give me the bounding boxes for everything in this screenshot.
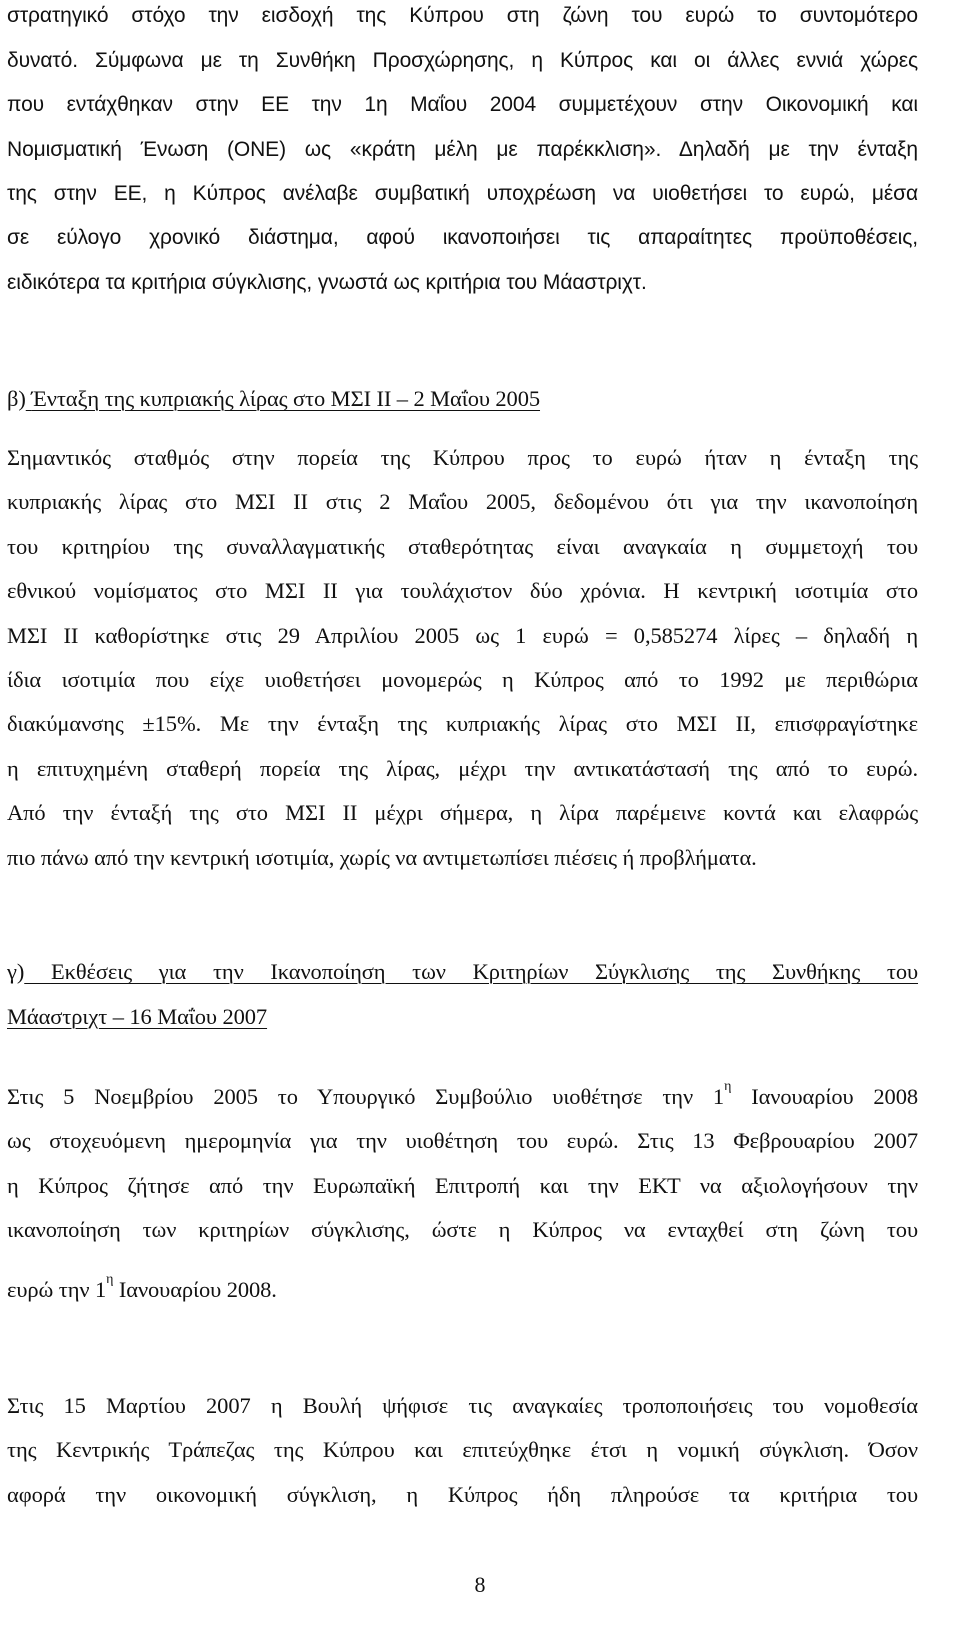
intro-line-4: Νομισματική Ένωση (ΟΝΕ) ως «κράτη μέλη με παρέκκλιση». Δηλαδή με την ένταξη: [7, 138, 918, 161]
section-b-line-7: διακύμανσης ±15%. Με την ένταξη της κυπριακής λίρας στο ΜΣΙ ΙΙ, επισφραγίστηκε: [7, 711, 918, 736]
intro-line-3: που εντάχθηκαν στην ΕΕ την 1η Μαΐου 2004 συμμετέχουν στην Οικονομική και: [7, 93, 918, 116]
section-c-p1-line-4: ικανοποίηση των κριτηρίων σύγκλισης, ώστε η Κύπρος να ενταχθεί στη ζώνη του: [7, 1217, 918, 1242]
section-b-prefix: β): [7, 386, 26, 411]
ordinal-superscript: η: [724, 1079, 732, 1094]
section-b-line-9: Από την ένταξή της στο ΜΣΙ ΙΙ μέχρι σήμερα, η λίρα παρέμεινε κοντά και ελαφρώς: [7, 800, 918, 825]
section-b-line-3: του κριτηρίου της συναλλαγματικής σταθερότητας είναι αναγκαία η συμμετοχή του: [7, 534, 918, 559]
section-c-heading-label-2: Μάαστριχτ – 16 Μαΐου 2007: [7, 1004, 268, 1029]
section-b-heading-label: Ένταξη της κυπριακής λίρας στο ΜΣΙ ΙΙ – 2 Μαΐου 2005: [31, 386, 541, 411]
section-b-line-1: Σημαντικός σταθμός στην πορεία της Κύπρου προς το ευρώ ήταν η ένταξη της: [7, 445, 918, 470]
intro-line-7: ειδικότερα τα κριτήρια σύγκλισης, γνωστά ως κριτήρια του Μάαστριχτ.: [7, 271, 647, 294]
intro-line-2: δυνατό. Σύμφωνα με τη Συνθήκη Προσχώρησης, η Κύπρος και οι άλλες εννιά χώρες: [7, 49, 918, 72]
section-c-p2-line-3: αφορά την οικονομική σύγκλιση, η Κύπρος ήδη πληρούσε τα κριτήρια του: [7, 1482, 918, 1507]
section-c-heading-line-1: [7, 956, 918, 988]
section-c-p1-line-3: η Κύπρος ζήτησε από την Ευρωπαϊκή Επιτροπή και την ΕΚΤ να αξιολογήσουν την: [7, 1173, 918, 1198]
section-c-p1-line-5: [7, 1274, 918, 1306]
section-c-p1-last-b: Ιανουαρίου 2008.: [118, 1277, 277, 1302]
intro-line-5: της στην ΕΕ, η Κύπρος ανέλαβε συμβατική υποχρέωση να υιοθετήσει το ευρώ, μέσα: [7, 182, 918, 205]
section-c-p2-line-1: Στις 15 Μαρτίου 2007 η Βουλή ψήφισε τις αναγκαίες τροποποιήσεις του νομοθεσία: [7, 1393, 918, 1418]
section-c-heading-line-2: [7, 1001, 918, 1033]
section-c-heading-label-1: Εκθέσεις για την Ικανοποίηση των Κριτηρίων Σύγκλισης της Συνθήκης του: [50, 959, 919, 984]
section-c-p2-line-2: της Κεντρικής Τράπεζας της Κύπρου και επιτεύχθηκε έτσι η νομική σύγκλιση. Όσον: [7, 1437, 918, 1462]
section-c-p1-last-a: ευρώ την 1: [7, 1277, 107, 1302]
intro-line-6: σε εύλογο χρονικό διάστημα, αφού ικανοποιήσει τις απαραίτητες προϋποθέσεις,: [7, 226, 918, 249]
section-b-heading-text: [26, 386, 540, 411]
section-b-line-6: ίδια ισοτιμία που είχε υιοθετήσει μονομερώς η Κύπρος από το 1992 με περιθώρια: [7, 667, 918, 692]
section-b-line-5: ΜΣΙ ΙΙ καθορίστηκε στις 29 Απριλίου 2005 ως 1 ευρώ = 0,585274 λίρες – δηλαδή η: [7, 623, 918, 648]
section-b-line-4: εθνικού νομίσματος στο ΜΣΙ ΙΙ για τουλάχιστον δύο χρόνια. Η κεντρική ισοτιμία στο: [7, 578, 918, 603]
page-number: 8: [474, 1572, 486, 1597]
section-b-line-2: κυπριακής λίρας στο ΜΣΙ ΙΙ στις 2 Μαΐου 2005, δεδομένου ότι για την ικανοποίηση: [7, 489, 918, 514]
section-b-line-10: πιο πάνω από την κεντρική ισοτιμία, χωρίς να αντιμετωπίσει πιέσεις ή προβλήματα.: [7, 845, 757, 870]
section-c-p1-line-1-a: Στις 5 Νοεμβρίου 2005 το Υπουργικό Συμβούλιο υιοθέτησε την 1: [7, 1084, 725, 1109]
section-c-prefix: γ): [7, 959, 25, 984]
ordinal-superscript: η: [106, 1272, 114, 1287]
section-c-p1-line-2: ως στοχευόμενη ημερομηνία για την υιοθέτηση του ευρώ. Στις 13 Φεβρουαρίου 2007: [7, 1128, 918, 1153]
section-c-p1-line-1-b: Ιανουαρίου 2008: [751, 1084, 918, 1109]
section-c-heading-text: [24, 959, 918, 984]
intro-line-1: στρατηγικό στόχο την εισδοχή της Κύπρου στη ζώνη του ευρώ το συντομότερο: [7, 4, 918, 27]
section-c-p1-line-1: [7, 1081, 918, 1113]
section-b-line-8: η επιτυχημένη σταθερή πορεία της λίρας, μέχρι την αντικατάστασή της από το ευρώ.: [7, 756, 918, 781]
section-b-heading: [7, 383, 918, 415]
